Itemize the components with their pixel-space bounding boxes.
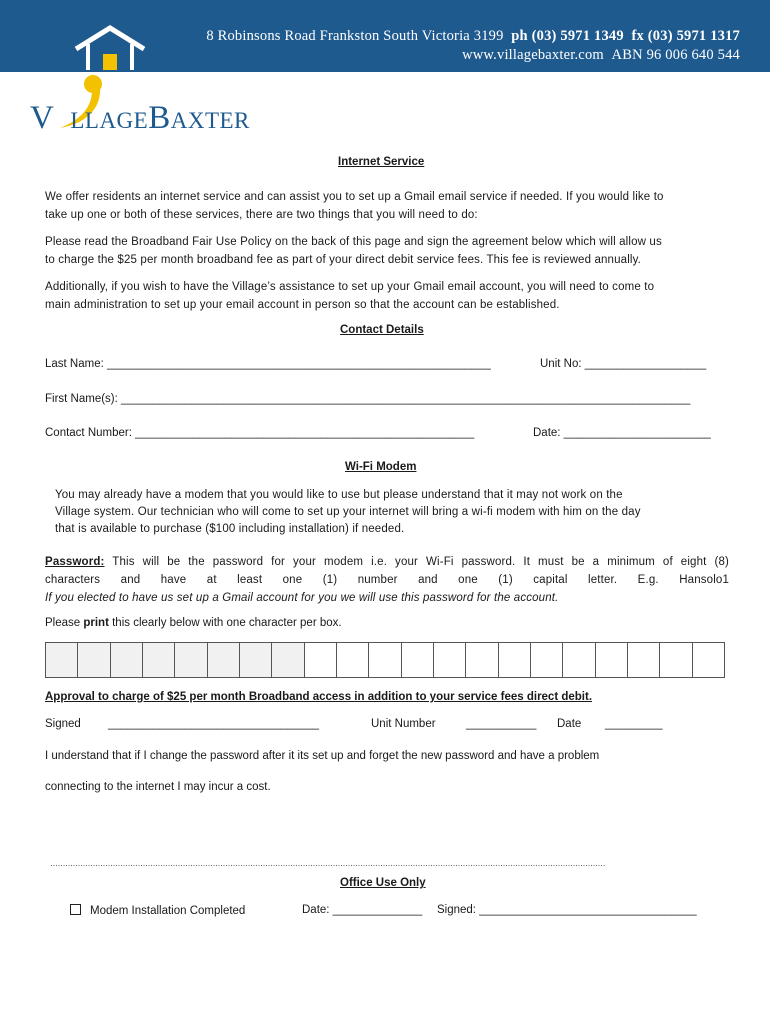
gmail-assistance-paragraph: Additionally, if you wish to have the Village’s assistance to set up your Gmail email account, you will need to come to main administration to set up your email account in person so that the account can be established. — [45, 281, 655, 311]
approval-heading: Approval to charge of $25 per month Broadband access in addition to your service fees direct debit. — [45, 691, 593, 703]
village-baxter-logo: V LLAGEBAXTER — [30, 100, 250, 136]
modem-installation-item[interactable]: Modem Installation Completed — [70, 904, 245, 917]
fair-use-paragraph: Please read the Broadband Fair Use Policy on the back of this page and sign the agreement below which will allow us to charge the $25 per month broadband fee as part of your direct debit service fees. This fee is reviewed annually. — [45, 236, 662, 266]
password-char-box[interactable] — [78, 643, 110, 677]
approval-date-label: Date — [557, 718, 582, 730]
intro-paragraph: We offer residents an internet service and can assist you to set up a Gmail email service if needed. If you would like to take up one or both of these services, there are two things that you will need to do: — [45, 191, 664, 221]
password-char-box[interactable] — [369, 643, 401, 677]
office-use-heading: Office Use Only — [340, 877, 426, 889]
password-label: Password: — [45, 556, 105, 568]
password-char-box[interactable] — [272, 643, 304, 677]
password-char-box[interactable] — [305, 643, 337, 677]
modem-paragraph: You may already have a modem that you would like to use but please understand that it may not work on the Village system. Our technician who will come to set up your internet will bring a wi-fi modem with him on the day that is available to purchase ($100 including installation) if needed. — [55, 489, 641, 535]
signed-label: Signed — [45, 718, 81, 730]
approval-date-field[interactable]: _________ — [605, 718, 663, 730]
password-char-box[interactable] — [434, 643, 466, 677]
password-char-box[interactable] — [208, 643, 240, 677]
password-char-box[interactable] — [240, 643, 272, 677]
password-char-box[interactable] — [175, 643, 207, 677]
address-line: 8 Robinsons Road Frankston South Victoria 3199 ph (03) 5971 1349 fx (03) 5971 1317 — [206, 28, 740, 44]
contact-details-heading: Contact Details — [340, 324, 424, 336]
modem-installed-checkbox[interactable] — [70, 904, 81, 915]
password-char-box[interactable] — [693, 643, 724, 677]
wifi-modem-heading: Wi-Fi Modem — [345, 461, 417, 473]
office-date-field[interactable]: Date: ______________ — [302, 904, 423, 916]
password-char-box[interactable] — [531, 643, 563, 677]
password-char-box[interactable] — [46, 643, 78, 677]
unit-number-label: Unit Number — [371, 718, 436, 730]
password-instructions: Password: This will be the password for your modem i.e. your Wi-Fi password. It must be a minimum of eight (8) characters and have at least one (1) number and one (1) capital letter. E.g. Hansolo1 If you elected to have us set up a Gmail account for you we will use this password for the account. — [45, 556, 729, 604]
password-char-box[interactable] — [499, 643, 531, 677]
contact-date-field[interactable]: Date: _______________________ — [533, 427, 711, 439]
password-char-box[interactable] — [466, 643, 498, 677]
password-char-box[interactable] — [337, 643, 369, 677]
internet-service-heading: Internet Service — [338, 156, 425, 168]
last-name-field[interactable]: Last Name: ____________________________________________________________ — [45, 358, 491, 370]
password-char-box[interactable] — [143, 643, 175, 677]
website-abn-line: www.villagebaxter.com ABN 96 006 640 544 — [462, 47, 740, 63]
understand-text-line2: connecting to the internet I may incur a cost. — [45, 781, 271, 793]
password-char-box[interactable] — [596, 643, 628, 677]
print-instruction: Please print this clearly below with one character per box. — [45, 617, 342, 629]
unit-no-field[interactable]: Unit No: ___________________ — [540, 358, 707, 370]
password-char-box[interactable] — [628, 643, 660, 677]
password-char-box[interactable] — [402, 643, 434, 677]
signature-field[interactable]: _________________________________ — [108, 718, 320, 730]
password-char-box[interactable] — [660, 643, 692, 677]
password-character-boxes — [45, 642, 725, 678]
office-signed-field[interactable]: Signed: __________________________________ — [437, 904, 697, 916]
dotted-separator: …………………………………………………………………………………………………………………………………………………………………………………………………… — [50, 859, 605, 868]
password-char-box[interactable] — [111, 643, 143, 677]
understand-text-line1: I understand that if I change the password after it its set up and forget the new password and have a problem — [45, 750, 600, 762]
first-names-field[interactable]: First Name(s): _________________________________________________________________________________________ — [45, 393, 691, 405]
unit-number-field[interactable]: ___________ — [466, 718, 537, 730]
contact-number-field[interactable]: Contact Number: _____________________________________________________ — [45, 427, 475, 439]
password-char-box[interactable] — [563, 643, 595, 677]
